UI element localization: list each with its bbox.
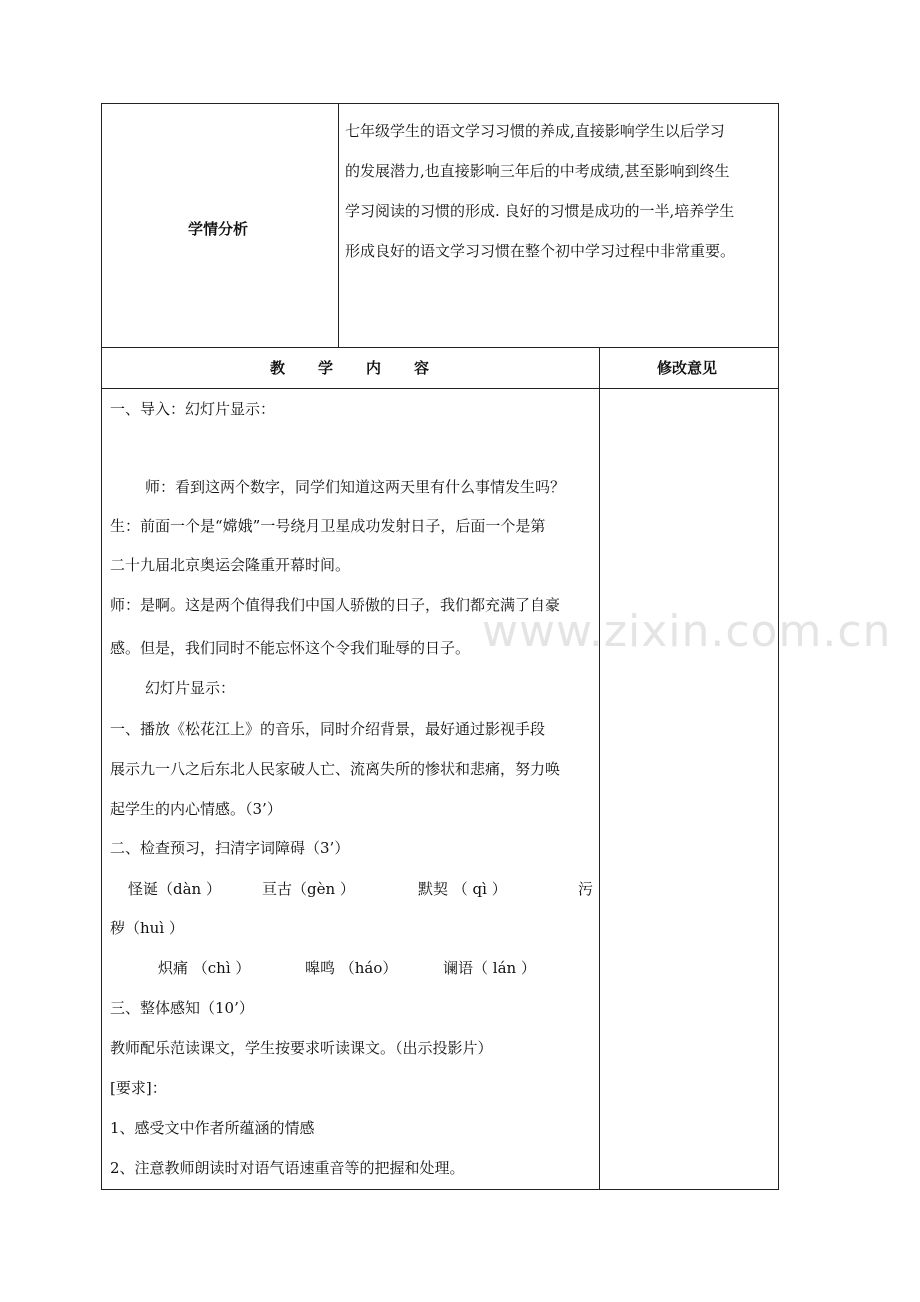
slide-line: 幻灯片显示：	[145, 679, 236, 697]
analysis-line: 的发展潜力,也直接影响三年后的中考成绩,甚至影响到终生	[345, 162, 730, 180]
header-content-char: 学	[318, 359, 334, 377]
vocab-item: 秽（huì ）	[110, 919, 184, 937]
table-border-left	[101, 103, 102, 1190]
header-revision: 修改意见	[657, 359, 718, 377]
teacher-reply: 感。但是，我们同时不能忘怀这个令我们耻辱的日子。	[110, 639, 471, 657]
vocab-item: 污	[578, 880, 594, 898]
analysis-line: 学习阅读的习惯的形成. 良好的习惯是成功的一半,培养学生	[345, 202, 735, 220]
student-answer: 生：前面一个是“嫦娥”一号绕月卫星成功发射日子，后面一个是第	[110, 517, 546, 535]
table-border-top	[101, 103, 779, 104]
vocab-item: 怪诞（dàn ）	[128, 880, 221, 898]
header-content-char: 教	[270, 359, 286, 377]
analysis-line: 七年级学生的语文学习习惯的养成,直接影响学生以后学习	[345, 122, 725, 140]
column-divider	[599, 347, 600, 1190]
analysis-label: 学情分析	[188, 220, 249, 238]
step-two: 二、检查预习，扫清字词障碍（3’）	[110, 839, 350, 857]
step-one: 一、播放《松花江上》的音乐，同时介绍背景，最好通过影视手段	[110, 720, 546, 738]
vocab-item: 谰语（ lán ）	[443, 959, 536, 977]
step-one: 展示九一八之后东北人民家破人亡、流离失所的惨状和悲痛，努力唤	[110, 760, 561, 778]
teacher-question: 师：看到这两个数字，同学们知道这两天里有什么事情发生吗？	[145, 478, 566, 496]
step-one: 起学生的内心情感。（3’）	[110, 800, 282, 818]
requirements-label: [要求]：	[110, 1079, 167, 1097]
analysis-divider	[338, 103, 339, 348]
vocab-item: 炽痛 （chì ）	[158, 959, 251, 977]
vocab-item: 亘古（gèn ）	[262, 880, 355, 898]
vocab-item: 默契 （ qì ）	[418, 880, 507, 898]
requirement-item: 1、感受文中作者所蕴涵的情感	[110, 1119, 315, 1137]
teacher-reply: 师：是啊。这是两个值得我们中国人骄傲的日子，我们都充满了自豪	[110, 596, 561, 614]
table-border-bottom	[101, 1189, 779, 1190]
vocab-item: 嗥鸣 （háo）	[305, 959, 398, 977]
watermark: www.zixin.com.cn	[482, 606, 892, 657]
header-content-char: 容	[414, 359, 430, 377]
reading-line: 教师配乐范读课文，学生按要求听读课文。（出示投影片）	[110, 1039, 493, 1057]
row-divider-1	[101, 347, 779, 348]
student-answer: 二十九届北京奥运会隆重开幕时间。	[110, 556, 351, 574]
header-content-char: 内	[366, 359, 382, 377]
analysis-line: 形成良好的语文学习习惯在整个初中学习过程中非常重要。	[345, 242, 736, 260]
requirement-item: 2、注意教师朗读时对语气语速重音等的把握和处理。	[110, 1159, 465, 1177]
step-three: 三、整体感知（10’）	[110, 999, 254, 1017]
row-divider-2	[101, 388, 779, 389]
intro-line: 一、导入：幻灯片显示：	[110, 400, 276, 418]
